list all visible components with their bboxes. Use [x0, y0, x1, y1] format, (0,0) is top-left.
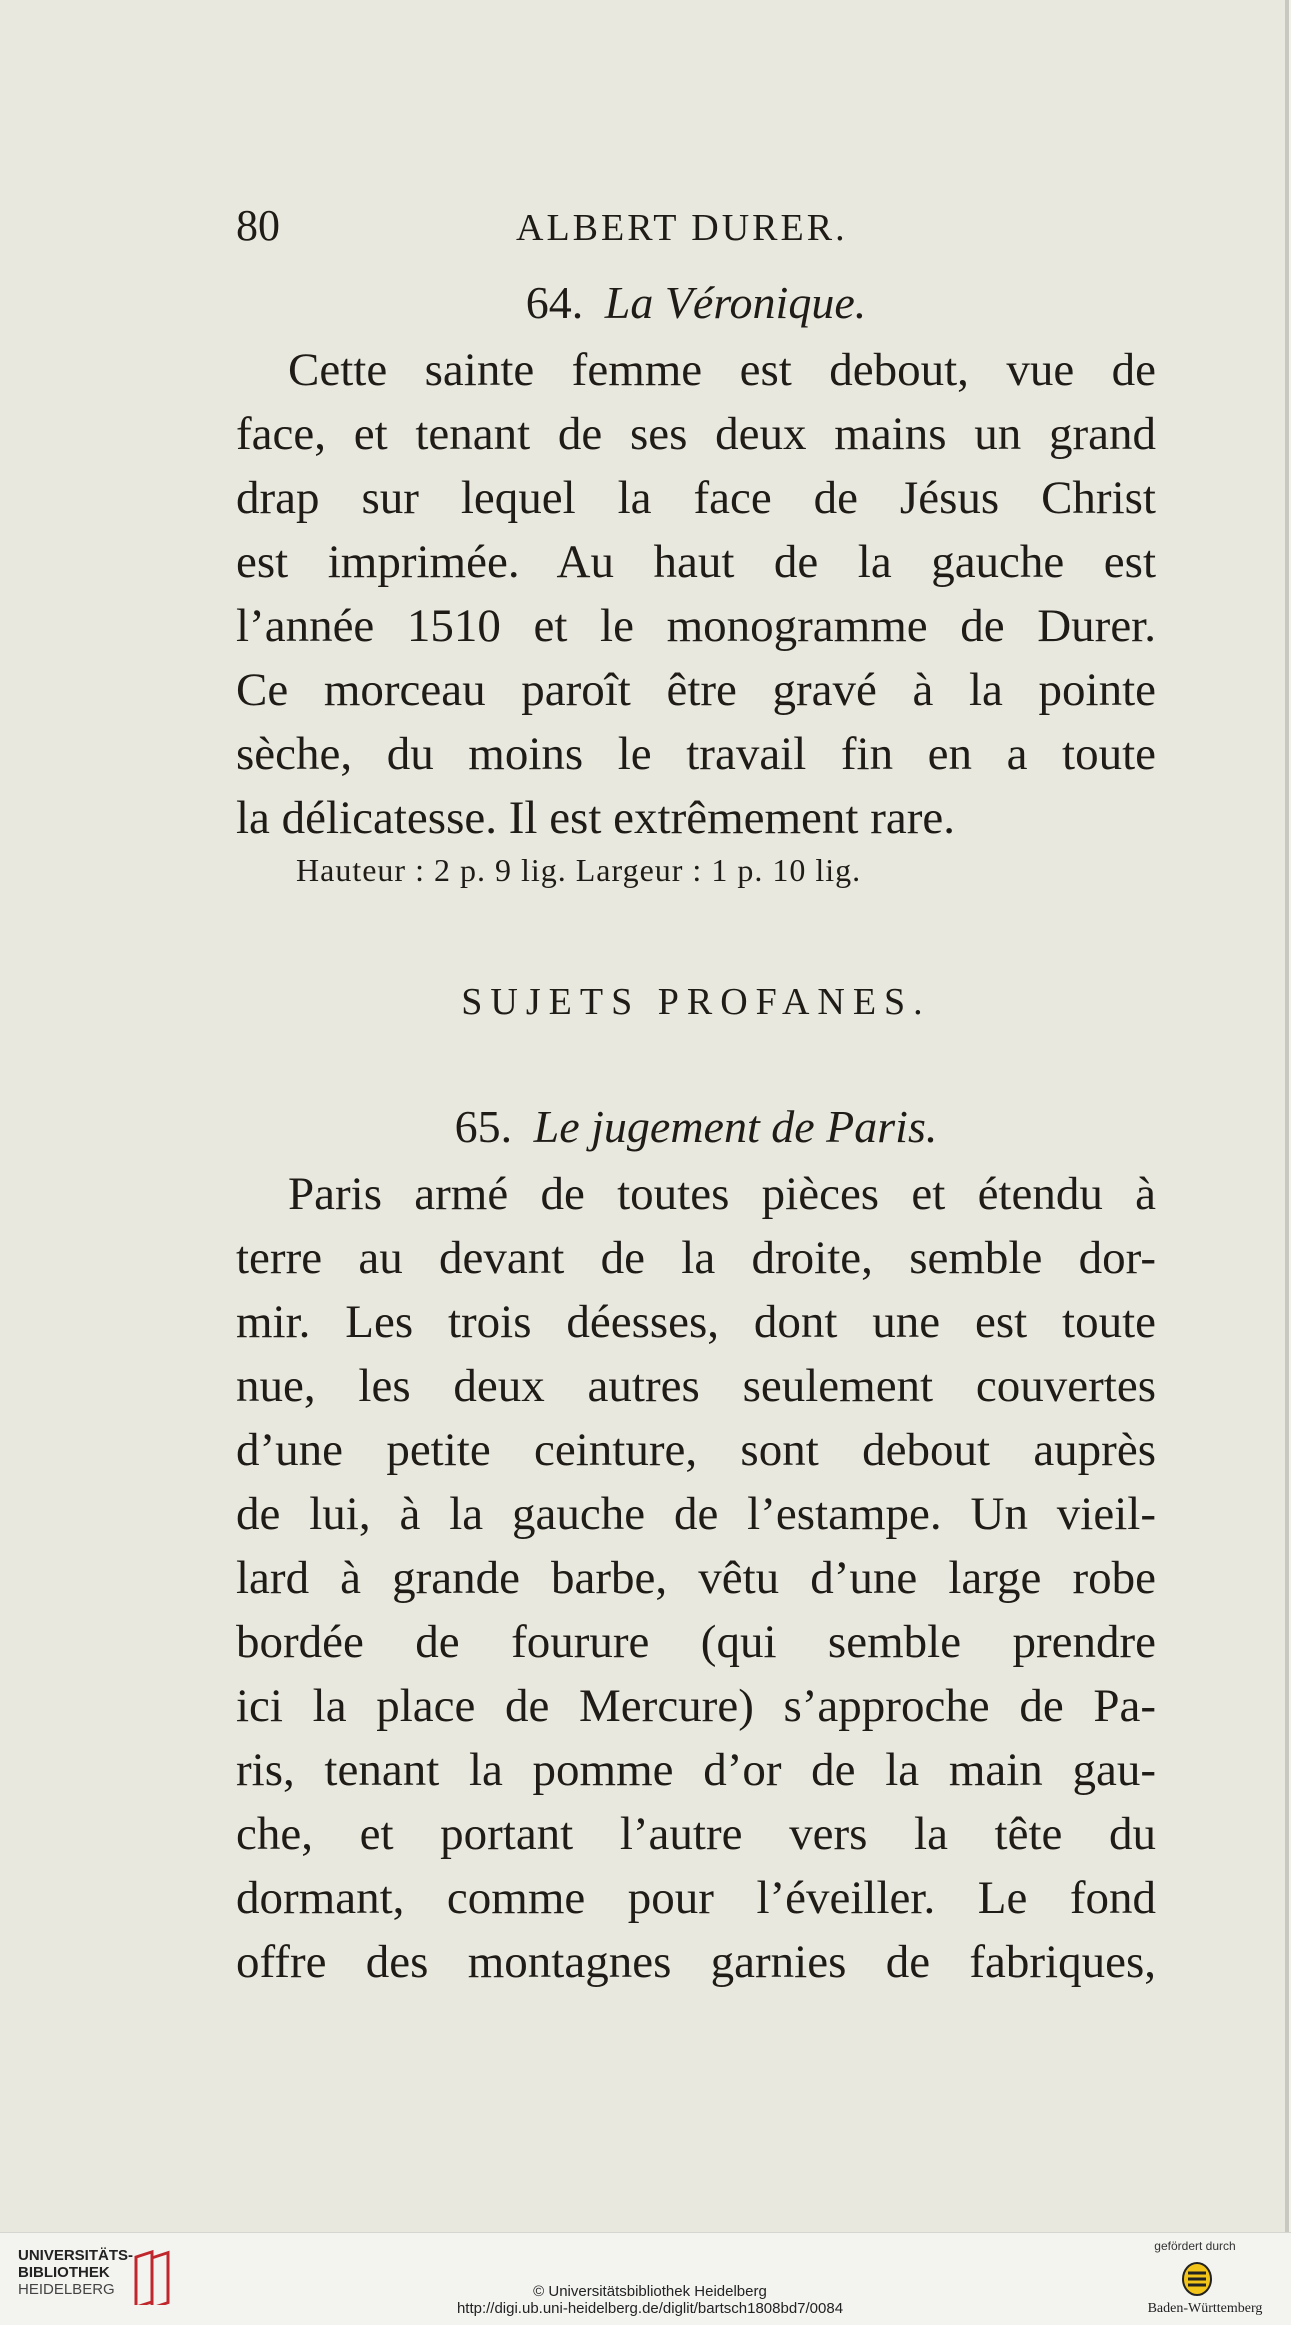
funded-by-label: gefördert durch [1154, 2239, 1236, 2253]
funder-name: Baden-Württemberg [1147, 2301, 1263, 2316]
text-line: ici la place de Mercure) s’approche de Pa- [236, 1680, 1156, 1732]
text-line: l’année 1510 et le monogramme de Durer. [236, 600, 1156, 652]
digitization-footer [0, 2232, 1291, 2325]
text-line: lard à grande barbe, vêtu d’une large robe [236, 1552, 1156, 1604]
library-name-line: HEIDELBERG [18, 2281, 115, 2298]
text-line: nue, les deux autres seulement couvertes [236, 1360, 1156, 1412]
entry-65-description [236, 1162, 1156, 1994]
text-line: mir. Les trois déesses, dont une est toute [236, 1296, 1156, 1348]
baden-wuerttemberg-crest-icon[interactable] [1180, 2259, 1214, 2299]
entry-64-dimensions: Hauteur : 2 p. 9 lig. Largeur : 1 p. 10 lig. [296, 852, 862, 888]
text-line: bordée de fourure (qui semble prendre [236, 1616, 1156, 1668]
text-line: che, et portant l’autre vers la tête du [236, 1808, 1156, 1860]
permalink[interactable]: http://digi.ub.uni-heidelberg.de/diglit/bartsch1808bd7/0084 [456, 2300, 844, 2317]
text-line: de lui, à la gauche de l’estampe. Un vieil- [236, 1488, 1156, 1540]
entry-64-title: La Véronique. [604, 277, 867, 328]
text-line: Paris armé de toutes pièces et étendu à [288, 1168, 1156, 1220]
library-name-line: UNIVERSITÄTS- [18, 2247, 134, 2264]
running-head: ALBERT DURER. [516, 207, 848, 249]
text-line: la délicatesse. Il est extrêmement rare. [236, 792, 955, 844]
text-line: ris, tenant la pomme d’or de la main gau- [236, 1744, 1156, 1796]
text-line: offre des montagnes garnies de fabriques, [236, 1936, 1156, 1988]
copyright-notice [400, 2283, 900, 2317]
text-line: terre au devant de la droite, semble dor- [236, 1232, 1156, 1284]
text-line: dormant, comme pour l’éveiller. Le fond [236, 1872, 1156, 1924]
entry-65-heading [236, 1100, 1156, 1153]
university-library-logo-icon[interactable] [130, 2245, 180, 2305]
text-line: est imprimée. Au haut de la gauche est [236, 536, 1156, 588]
text-line: d’une petite ceinture, sont debout auprès [236, 1424, 1156, 1476]
entry-65-title: Le jugement de Paris. [533, 1101, 938, 1152]
library-name-line: BIBLIOTHEK [18, 2264, 110, 2281]
entry-64-description [236, 338, 1156, 850]
copyright-text: © Universitätsbibliothek Heidelberg [533, 2283, 767, 2300]
library-name[interactable] [18, 2247, 133, 2298]
page-header [236, 200, 916, 260]
entry-64-number: 64. [525, 277, 584, 328]
page-number: 80 [236, 201, 280, 250]
text-line: sèche, du moins le travail fin en a toute [236, 728, 1156, 780]
entry-65-number: 65. [454, 1101, 513, 1152]
text-line: drap sur lequel la face de Jésus Christ [236, 472, 1156, 524]
text-line: face, et tenant de ses deux mains un grand [236, 408, 1156, 460]
entry-64-heading [236, 276, 1156, 329]
text-line: Cette sainte femme est debout, vue de [288, 344, 1156, 396]
section-title: SUJETS PROFANES. [461, 981, 931, 1023]
text-line: Ce morceau paroît être gravé à la pointe [236, 664, 1156, 716]
